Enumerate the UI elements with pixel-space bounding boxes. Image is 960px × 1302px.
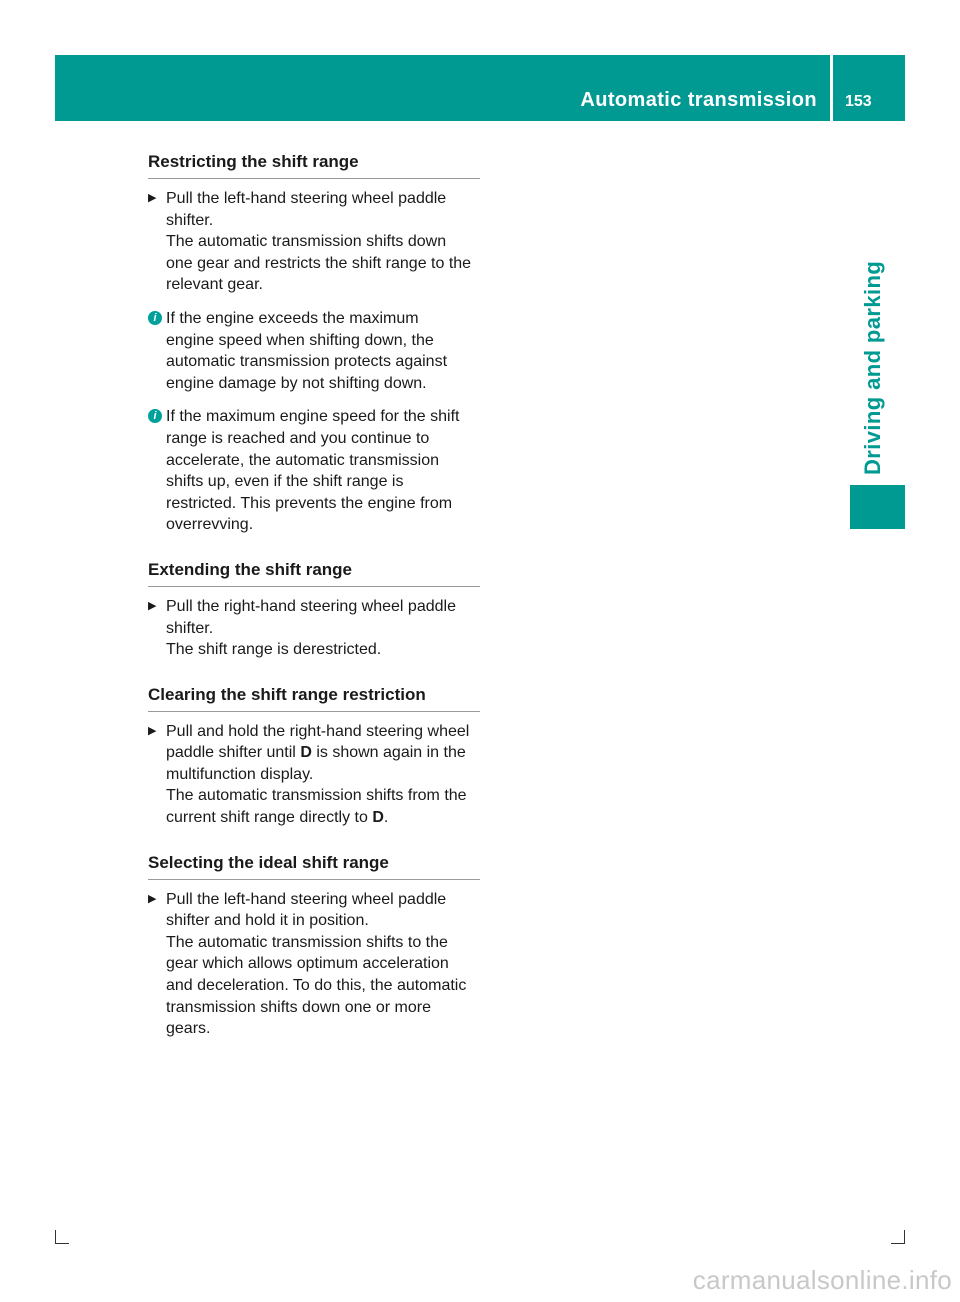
crop-mark: [55, 1243, 69, 1244]
crop-mark: [55, 1230, 56, 1244]
section: [148, 851, 480, 1040]
info-icon: i: [148, 311, 162, 325]
info-note: [148, 406, 480, 536]
instruction-step: [148, 188, 480, 296]
text-line: and deceleration. To do this, the automatic: [166, 977, 467, 995]
text-line: one gear and restricts the shift range to the: [166, 254, 472, 272]
text-line: Pull the left-hand steering wheel paddle: [166, 890, 447, 908]
instruction-step: [148, 596, 480, 661]
text-line: paddle shifter until D is shown again in the: [166, 744, 466, 762]
text-line: accelerate, the automatic transmission: [166, 451, 440, 469]
triangle-arrow-icon: ▶: [148, 724, 157, 737]
info-icon: i: [148, 409, 162, 423]
side-tab-label: Driving and parking: [860, 260, 885, 475]
section-heading: Restricting the shift range: [148, 150, 480, 179]
info-note: [148, 308, 480, 394]
side-tab-marker: [850, 485, 905, 529]
chapter-title: Automatic transmission: [580, 89, 817, 111]
text-line: gear which allows optimum acceleration: [166, 955, 449, 973]
page-number: 153: [845, 93, 872, 110]
text-line: Pull and hold the right-hand steering wheel: [166, 722, 470, 740]
text-line: The automatic transmission shifts to the: [166, 933, 448, 951]
text-line: shifter and hold it in position.: [166, 912, 369, 930]
text-line: restricted. This prevents the engine from: [166, 494, 453, 512]
text-line: shifts up, even if the shift range is: [166, 473, 404, 491]
text-line: shifter.: [166, 211, 214, 229]
main-content: [148, 150, 480, 1062]
text-line: gears.: [166, 1020, 211, 1038]
text-line: relevant gear.: [166, 276, 263, 294]
instruction-step: [148, 721, 480, 829]
section-heading: Extending the shift range: [148, 558, 480, 587]
text-line: The shift range is derestricted.: [166, 641, 382, 659]
watermark: carmanualsonline.info: [692, 1265, 952, 1295]
text-line: engine speed when shifting down, the: [166, 331, 434, 349]
text-line: If the maximum engine speed for the shift: [166, 408, 460, 426]
page-header: [55, 55, 905, 121]
crop-mark: [904, 1230, 905, 1244]
crop-mark: [891, 1243, 905, 1244]
text-line: multifunction display.: [166, 765, 314, 783]
text-line: overrevving.: [166, 516, 254, 534]
section-heading: Selecting the ideal shift range: [148, 851, 480, 880]
text-line: Pull the left-hand steering wheel paddle: [166, 190, 447, 207]
text-line: transmission shifts down one or more: [166, 998, 431, 1016]
instruction-step: [148, 889, 480, 1040]
section: [148, 683, 480, 829]
triangle-arrow-icon: ▶: [148, 892, 157, 905]
text-line: The automatic transmission shifts down: [166, 233, 447, 251]
text-line: If the engine exceeds the maximum: [166, 309, 419, 327]
text-line: The automatic transmission shifts from the: [166, 787, 467, 805]
section: [148, 558, 480, 661]
text-line: engine damage by not shifting down.: [166, 374, 427, 392]
triangle-arrow-icon: ▶: [148, 192, 157, 204]
text-line: range is reached and you continue to: [166, 429, 430, 447]
text-line: Pull the right-hand steering wheel paddle: [166, 597, 456, 615]
section: [148, 150, 480, 536]
side-tab: [850, 121, 905, 481]
header-divider: [830, 55, 833, 121]
text-line: current shift range directly to D.: [166, 809, 389, 827]
text-line: automatic transmission protects against: [166, 353, 448, 371]
triangle-arrow-icon: ▶: [148, 599, 157, 612]
text-line: shifter.: [166, 619, 214, 637]
section-heading: Clearing the shift range restriction: [148, 683, 480, 712]
